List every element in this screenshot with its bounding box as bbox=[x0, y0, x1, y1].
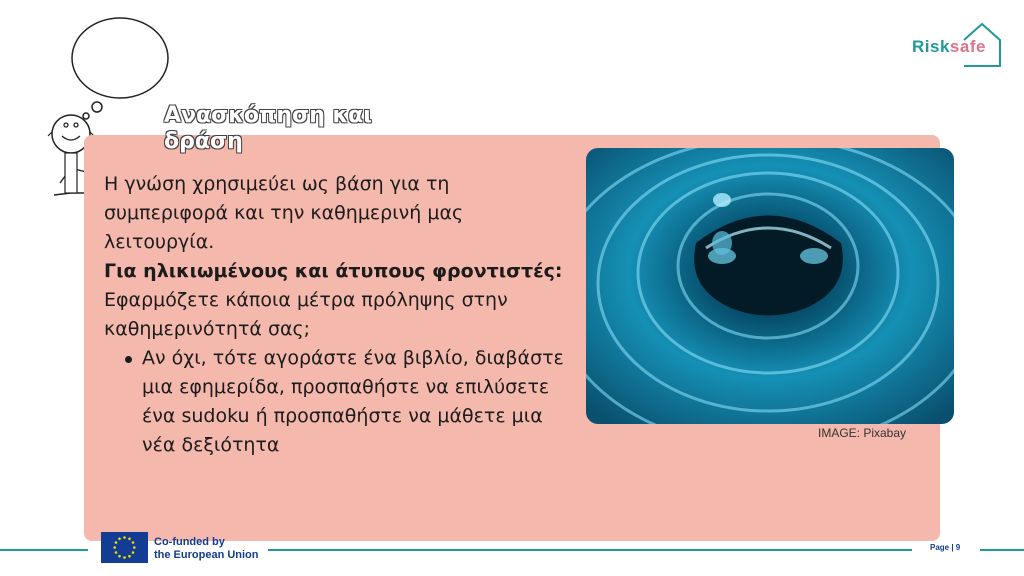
risksafe-logo bbox=[912, 37, 986, 57]
bullet-list bbox=[104, 344, 574, 460]
logo-part-safe: safe bbox=[949, 37, 986, 56]
eu-line-2: the European Union bbox=[154, 549, 259, 561]
slide-body bbox=[104, 170, 574, 460]
audience-heading: Για ηλικιωμένους και άτυπους φροντιστές: bbox=[104, 260, 563, 282]
water-drop-photo bbox=[586, 148, 954, 424]
prevention-question: Εφαρμόζετε κάποια μέτρα πρόληψης στην καθημερινότητά σας; bbox=[104, 289, 508, 340]
footer-line-middle bbox=[268, 549, 912, 551]
eu-flag-icon bbox=[101, 532, 148, 563]
eu-cofunded-label bbox=[154, 536, 259, 562]
image-caption: IMAGE: Pixabay bbox=[818, 426, 907, 440]
title-line-1: Ανασκόπηση και bbox=[164, 103, 372, 128]
bullet-item: Αν όχι, τότε αγοράστε ένα βιβλίο, διαβάστε μια εφημερίδα, προσπαθήστε να επιλύσετε ένα sudoku ή προσπαθήστε να μάθετε μια νέα δεξιότητα bbox=[142, 344, 574, 460]
eu-line-1: Co-funded by bbox=[154, 536, 225, 548]
knowledge-paragraph: Η γνώση χρησιμεύει ως βάση για τη συμπεριφορά και την καθημερινή μας λειτουργία. bbox=[104, 173, 464, 253]
logo-part-risk: Risk bbox=[912, 37, 950, 56]
title-line-2: δράση bbox=[164, 129, 243, 154]
slide-title bbox=[164, 103, 424, 155]
footer-line-right bbox=[980, 549, 1024, 551]
footer-line-left bbox=[0, 549, 88, 551]
page-number: Page | 9 bbox=[930, 543, 961, 552]
